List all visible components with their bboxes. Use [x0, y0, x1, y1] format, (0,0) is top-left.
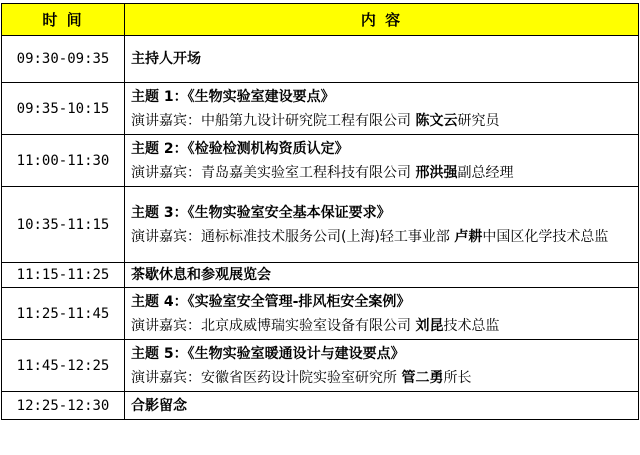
speaker-line: [131, 314, 638, 338]
content-cell: [125, 263, 639, 288]
topic-title: 主题 1：《生物实验室建设要点》: [131, 88, 335, 105]
speaker-name: 卢耕: [454, 228, 483, 245]
content-cell: [125, 288, 639, 340]
speaker-org: 北京成威博瑞实验室设备有限公司: [201, 317, 411, 334]
content-cell: [125, 392, 639, 420]
speaker-prefix: 演讲嘉宾：: [131, 164, 201, 181]
session-title: 合影留念: [131, 397, 187, 414]
content-cell: [125, 135, 639, 187]
speaker-role: 副总经理: [457, 164, 514, 181]
time-column-header: 时 间: [2, 4, 125, 36]
speaker-prefix: 演讲嘉宾：: [131, 317, 201, 334]
speaker-name: 邢洪强: [415, 164, 458, 181]
header-row: [2, 4, 639, 36]
speaker-name: 陈文云: [415, 112, 458, 129]
topic-title: 主题 3：《生物实验室安全基本保证要求》: [131, 204, 391, 221]
content-cell: [125, 36, 639, 83]
time-cell: 11:15-11:25: [2, 263, 125, 288]
speaker-prefix: 演讲嘉宾：: [131, 369, 201, 386]
speaker-org: 安徽省医药设计院实验室研究所: [201, 369, 397, 386]
speaker-prefix: 演讲嘉宾：: [131, 112, 201, 129]
speaker-org: 中船第九设计研究院工程有限公司: [201, 112, 411, 129]
table-row: [2, 135, 639, 187]
schedule-table: [1, 3, 639, 420]
time-cell: 09:35-10:15: [2, 83, 125, 135]
table-row: [2, 392, 639, 420]
speaker-line: [131, 366, 638, 390]
table-row: [2, 263, 639, 288]
content-column-header: 内 容: [125, 4, 639, 36]
speaker-org: 通标标准技术服务公司(上海)轻工事业部: [201, 228, 450, 245]
speaker-role: 研究员: [457, 112, 500, 129]
topic-title: 主题 2：《检验检测机构资质认定》: [131, 140, 349, 157]
table-row: [2, 36, 639, 83]
topic-title: 主题 4：《实验室安全管理-排风柜安全案例》: [131, 293, 411, 310]
speaker-org: 青岛嘉美实验室工程科技有限公司: [201, 164, 411, 181]
speaker-name: 刘昆: [415, 317, 444, 334]
speaker-role: 技术总监: [443, 317, 500, 334]
topic-title: 主题 5：《生物实验室暖通设计与建设要点》: [131, 345, 405, 362]
session-title: 主持人开场: [131, 51, 201, 67]
content-cell: [125, 83, 639, 135]
time-cell: 10:35-11:15: [2, 187, 125, 263]
speaker-line: [131, 161, 638, 185]
speaker-role: 所长: [443, 369, 472, 386]
speaker-role: 中国区化学技术总监: [482, 228, 609, 245]
session-title: 茶歇休息和参观展览会: [131, 267, 271, 283]
table-row: [2, 340, 639, 392]
table-row: [2, 83, 639, 135]
time-cell: 11:45-12:25: [2, 340, 125, 392]
speaker-name: 管二勇: [401, 369, 444, 386]
table-row: [2, 187, 639, 263]
time-cell: 11:00-11:30: [2, 135, 125, 187]
speaker-prefix: 演讲嘉宾：: [131, 228, 201, 245]
time-cell: 09:30-09:35: [2, 36, 125, 83]
speaker-line: [131, 225, 638, 249]
table-row: [2, 288, 639, 340]
time-cell: 12:25-12:30: [2, 392, 125, 420]
speaker-line: [131, 109, 638, 133]
time-cell: 11:25-11:45: [2, 288, 125, 340]
content-cell: [125, 187, 639, 263]
content-cell: [125, 340, 639, 392]
